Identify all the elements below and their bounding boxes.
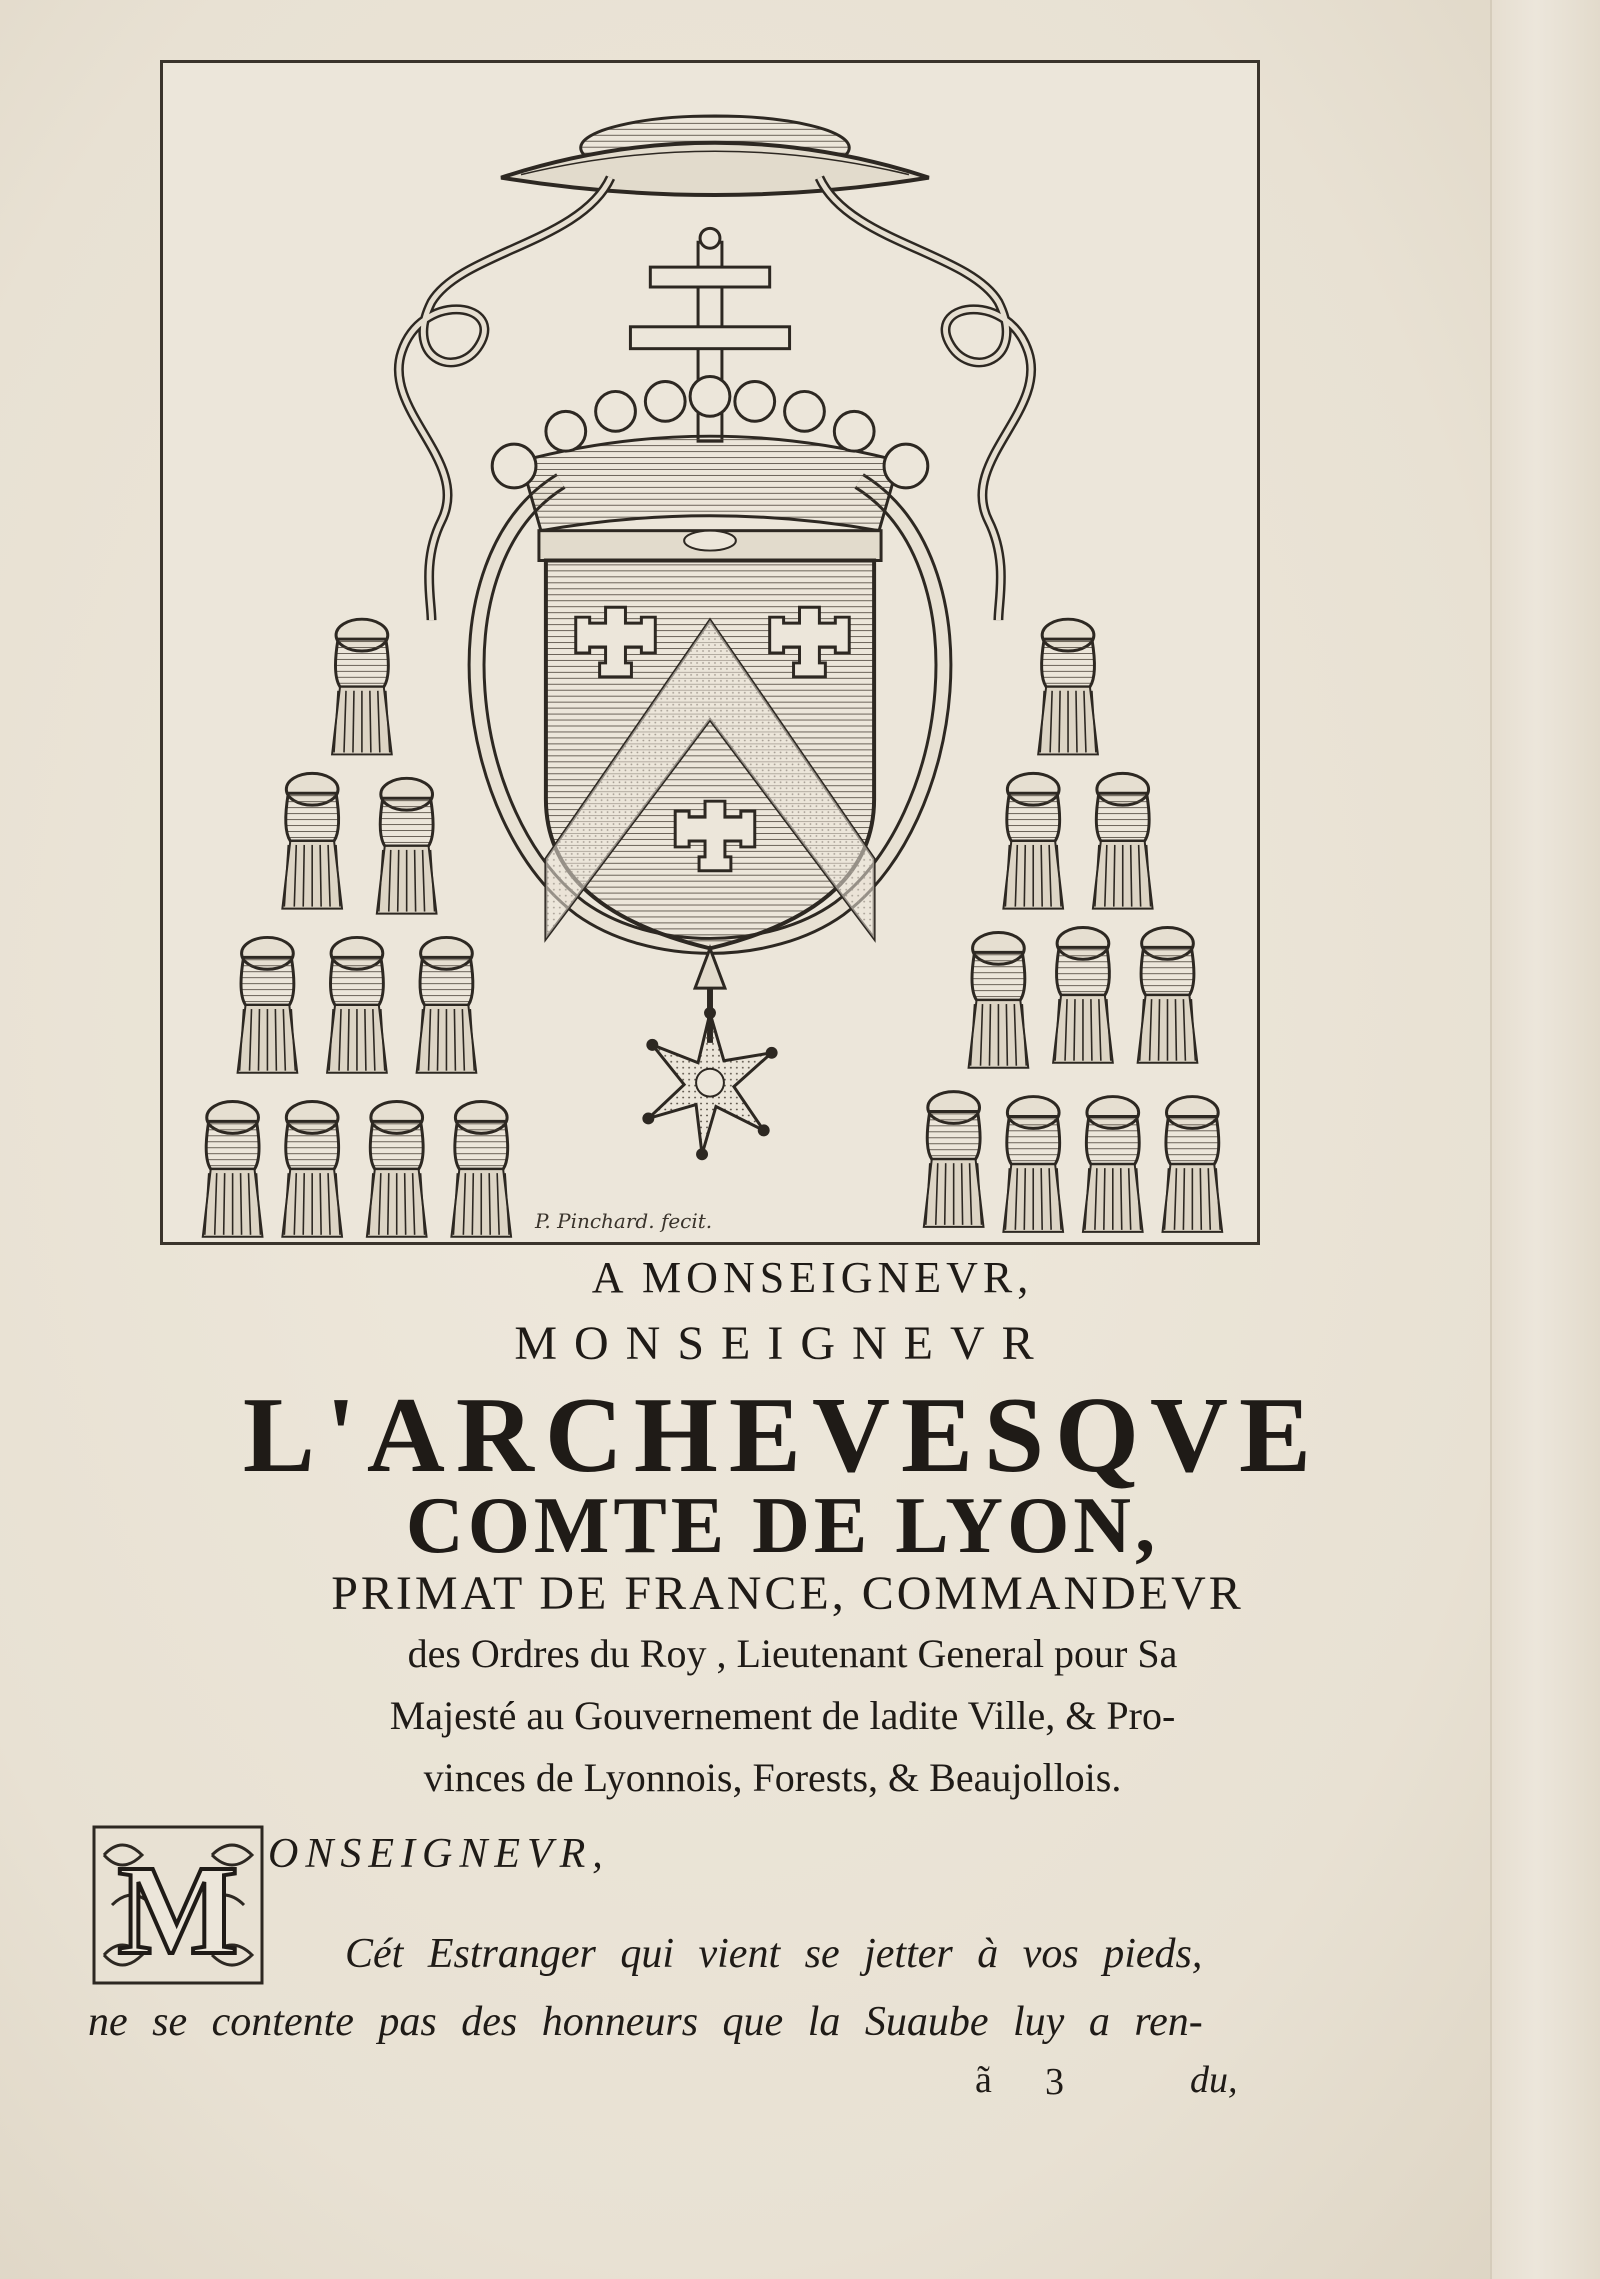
salutation: ONSEIGNEVR, [268, 1831, 610, 1877]
dedication-line-5: PRIMAT DE FRANCE, COMMANDEVR [331, 1567, 1244, 1620]
page-edge [1490, 0, 1600, 2279]
coat-of-arms-engraving [160, 60, 1260, 1245]
initial-letter: M [117, 1839, 239, 1981]
signature-mark: ã [975, 2059, 992, 2101]
dedication-line-7: Majesté au Gouvernement de ladite Ville, & Pro- [389, 1693, 1176, 1738]
coat-of-arms-image [163, 63, 1257, 1242]
dedication-title: L'ARCHEVESQVE [242, 1376, 1323, 1495]
catchword: du, [1190, 2059, 1238, 2101]
letter-line-1: Cét Estranger qui vient se jetter à vos pieds, [345, 1931, 1203, 1977]
dedication-line-2: MONSEIGNEVR [514, 1317, 1051, 1370]
dedication-line-6: des Ordres du Roy , Lieutenant General pour Sa [407, 1631, 1178, 1676]
engraver-signature: P. Pinchard. fecit. [535, 1209, 713, 1233]
letter-line-2: ne se contente pas des honneurs que la Suaube luy a ren- [88, 1999, 1203, 2045]
signature-number: 3 [1045, 2061, 1064, 2103]
dedication-line-1: A MONSEIGNEVR, [591, 1253, 1034, 1302]
dedication-subtitle: COMTE DE LYON, [405, 1482, 1160, 1570]
decorated-initial [92, 1825, 264, 1985]
dedication-line-8: vinces de Lyonnois, Forests, & Beaujollois. [423, 1755, 1122, 1800]
